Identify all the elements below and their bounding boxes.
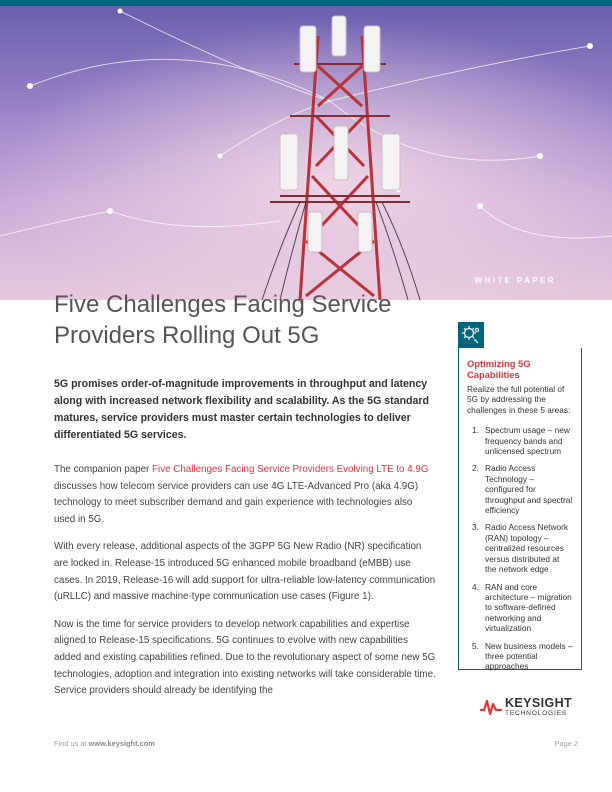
companion-paper-link[interactable]: Five Challenges Facing Service Providers Evolving LTE to 4.9G [152, 464, 429, 475]
list-item-text: Radio Access Technology – configured for throughput and spectral efficiency [485, 463, 573, 516]
body-paragraph-3: Now is the time for service providers to develop network capabilities and expertise aligned to Release-15 specifications. 5G continues to evolve with new capabilities added and existing capabilities refined. Due to the revolutionary aspect of some new 5G technologies, adoption and integration into existing networks will take considerable time. Service providers should already be identifying the [54, 618, 436, 697]
list-item-number: 2. [472, 463, 479, 474]
body-text [54, 462, 436, 711]
sidebar-list-item [467, 582, 573, 634]
list-item-text: Radio Access Network (RAN) topology – centralized resources versus distributed at the network edge [485, 522, 569, 575]
sidebar-list-item [467, 641, 573, 672]
sidebar-list-item [467, 425, 573, 456]
page-title: Five Challenges Facing Service Providers Rolling Out 5G [54, 291, 392, 349]
list-item-text: New business models – three potential approaches [485, 640, 573, 672]
list-item-number: 5. [472, 640, 479, 651]
sidebar-callout-box [458, 348, 582, 670]
footer-website-link[interactable]: www.keysight.com [88, 739, 155, 748]
body-paragraph-1 [54, 462, 436, 528]
list-item-text: RAN and core architecture – migration to software-defined networking and virtualization [485, 581, 572, 634]
sidebar-title: Optimizing 5G Capabilities [467, 358, 531, 380]
list-item-text: Spectrum usage – new frequency bands and unlicensed spectrum [485, 425, 570, 457]
keysight-wave-icon [480, 698, 502, 716]
sidebar-list-item [467, 522, 573, 574]
lead-paragraph: 5G promises order-of-magnitude improvements in throughput and latency along with increased network flexibility and scalability. As the 5G standard matures, service providers must master certain technologies to deliver differentiated 5G services. [54, 378, 429, 441]
sidebar-list-item [467, 463, 573, 515]
logo-brand-text: KEYSIGHT [505, 696, 573, 710]
body-paragraph-2: With every release, additional aspects of the 3GPP 5G New Radio (NR) specification are locked in. Release-15 introduced 5G enhanced mobile broadband (eMBB) use cases. In 2019, Release-16 will add support for ultra-reliable low-latency communication (uRLLC) and massive machine-type communication use cases (Figure 1). [54, 541, 436, 603]
keysight-logo [480, 696, 580, 720]
logo-sub-text: TECHNOLOGIES [505, 710, 567, 717]
footer-prefix: Find us at [54, 739, 89, 748]
sidebar-list [467, 425, 573, 672]
lightbulb-gear-icon [458, 322, 484, 348]
footer-find-us [54, 739, 155, 748]
list-item-number: 3. [472, 522, 479, 533]
list-item-number: 1. [472, 425, 479, 436]
white-paper-label: WHITE PAPER [474, 276, 556, 285]
list-item-number: 4. [472, 581, 479, 592]
hero-image-telecom-tower [0, 6, 612, 300]
sidebar-intro: Realize the full potential of 5G by addressing the challenges in these 5 areas: [467, 384, 571, 415]
page-footer [54, 739, 578, 751]
body-paragraph-1-intro: The companion paper [54, 464, 153, 475]
body-paragraph-1-rest: discusses how telecom service providers can use 4G LTE-Advanced Pro (aka 4.9G) technology to meet subscriber demand and gain experience with technologies also used in 5G. [54, 480, 419, 525]
page-number: Page 2 [554, 739, 578, 748]
